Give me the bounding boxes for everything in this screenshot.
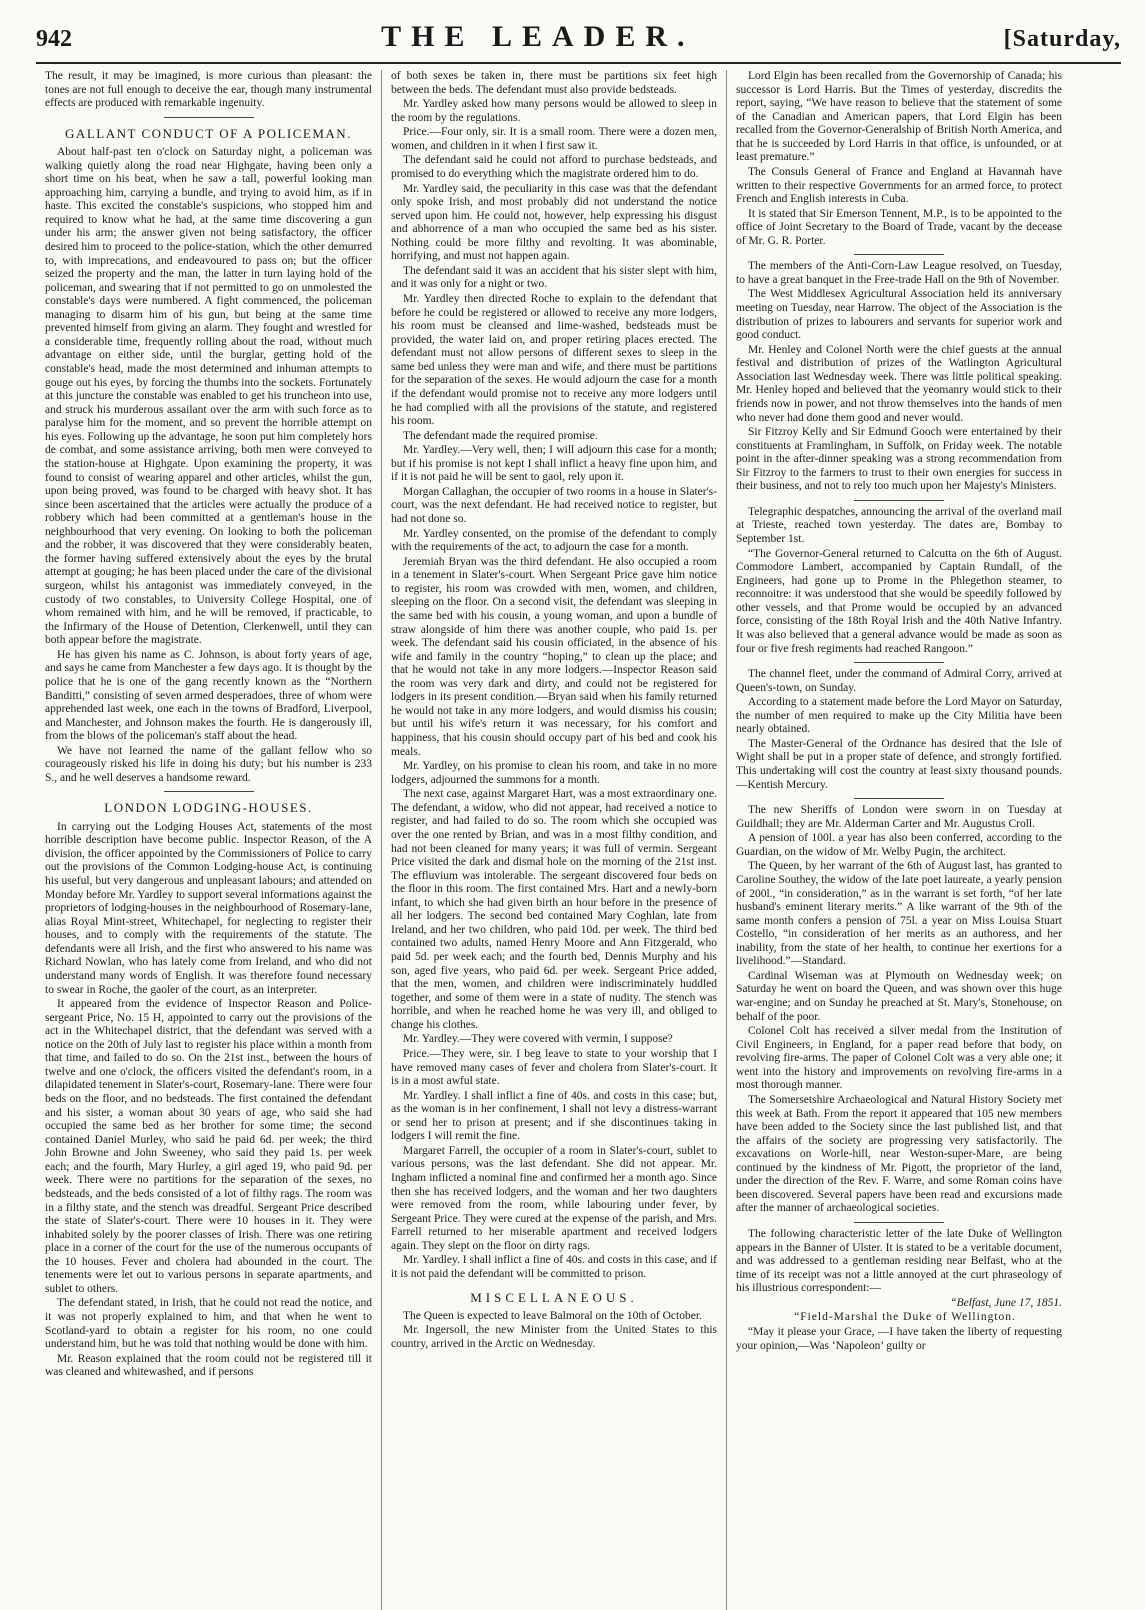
column-2 xyxy=(381,70,726,1610)
article-paragraph: Mr. Yardley.—They were covered with vermin, I suppose? xyxy=(403,1033,673,1046)
divider xyxy=(164,117,254,118)
article-paragraph: The defendant said he could not afford to purchase bedsteads, and promised to do everything which the magistrate ordered him to do. xyxy=(391,154,717,180)
article-paragraph: It appeared from the evidence of Inspector Reason and Police-sergeant Price, No. 15 H, appointed to carry out the provisions of the act in the Whitechapel district, that the defendant was served with a notice on the 20th of July last to register his place within a month from that time, and failed to do so. On the 21st inst., between the hours of twelve and one o'clock, the officers visited the defendant's room, in a dilapidated tenement in Slater's-court, Rosemary-lane. There were four beds on the floor, and no bedsteads. The first contained the defendant and his sister, a woman about 30 years of age, who said she had occupied the same bed as her brother for some time; the second contained Daniel Murley, who said he paid 6d. per week; the third John Browne and John Sweeney, who said they paid 1s. per week each; and the fourth, Mary Hurley, a girl aged 19, who paid 9d. per week. There were no partitions for the separation of the sexes, no bedsteads, and the beds consisted of a lot of filthy rags. The room was in a filthy state, and the stench was dreadful. Sergeant Price described the state of Slater's-court. There were 10 houses in it. They were inhabited solely by the poorer classes of Irish. There was one retiring place in a corner of the court for the use of the numerous occupants of the 10 houses. Fever and cholera had abounded in the court. The tenements were let out to various persons in separate apartments, and sublet to others. xyxy=(45,998,372,1295)
section-heading: MISCELLANEOUS. xyxy=(470,1289,638,1305)
article-paragraph: The new Sheriffs of London were sworn in on Tuesday at Guildhall; they are Mr. Alderman Carter and Mr. Augustus Croll. xyxy=(736,804,1062,830)
article-paragraph: According to a statement made before the Lord Mayor on Saturday, the number of men required to make up the City Militia have been nearly obtained. xyxy=(736,696,1062,736)
article-paragraph: The defendant made the required promise. xyxy=(403,429,598,442)
article-paragraph: The channel fleet, under the command of Admiral Corry, arrived at Queen's-town, on Sunday. xyxy=(736,668,1062,694)
article-paragraph: Mr. Yardley consented, on the promise of the defendant to comply with the requirements of the act, to adjourn the case for a month. xyxy=(391,527,717,554)
divider xyxy=(854,662,944,663)
section-heading: LONDON LODGING-HOUSES. xyxy=(104,800,313,816)
letter-dateline: “Belfast, June 17, 1851. xyxy=(950,1296,1062,1309)
article-paragraph: The Queen, by her warrant of the 6th of August last, has granted to Caroline Southey, the widow of the late poet laureate, a yearly pension of 200l., “in consideration,” as in the warrant is set forth, “of her late husband's eminent literary merits.” A like warrant of the 9th of the same month confers a pension of 75l. a year on Miss Louisa Stuart Costello, “in consideration of her merits as an authoress, and her inability, from the state of her health, to continue her exertions for a livelihood.”—Standard. xyxy=(736,860,1062,968)
article-paragraph: Margaret Farrell, the occupier of a room in Slater's-court, sublet to various persons, was the last defendant. She did not appear. Mr. Ingham inflicted a nominal fine and confirmed her a month ago. Since then she has received lodgers, and the woman and her two daughters were removed from the room, while labouring under fever, by Sergeant Price. They were cured at the expense of the parish, and Mrs. Farrell returned to her miserable apartment and received lodgers again. They slept on the floor on dirty rags. xyxy=(391,1144,717,1252)
newspaper-title: THE LEADER. xyxy=(381,20,695,53)
article-paragraph: The Somersetshire Archaeological and Natural History Society met this week at Bath. From the report it appeared that 105 new members have been added to the Society since the last published list, and that the affairs of the society are progressing very satisfactorily. The excavations on Worle-hill, near Weston-super-Mare, are being continued by the kindness of Mr. Pigott, the proprietor of the land, under the direction of the Rev. F. Warre, and some Roman coins have been discovered. Several papers have been read and excursions made after the manner of archaeological societies. xyxy=(736,1093,1062,1215)
article-paragraph: Mr. Reason explained that the room could not be registered till it was cleaned and whitewashed, and if persons xyxy=(45,1352,372,1379)
article-paragraph: Lord Elgin has been recalled from the Governorship of Canada; his successor is Lord Harris. But the Times of yesterday, discredits the report, saying, “We have reason to believe that the statement of some of the Canadian and American papers, that Lord Elgin has been recalled from the Governor-Generalship of British North America, and that he is succeeded by Lord Harris in that office, is unfounded, or at least premature.” xyxy=(736,70,1062,164)
article-paragraph: The defendant said it was an accident that his sister slept with him, and it was only for a night or two. xyxy=(391,264,717,291)
divider xyxy=(854,500,944,501)
divider xyxy=(854,254,944,255)
article-paragraph: The Queen is expected to leave Balmoral on the 10th of October. xyxy=(403,1309,702,1322)
article-paragraph: Telegraphic despatches, announcing the arrival of the overland mail at Trieste, reached town yesterday. The dates are, Bombay to September 1st. xyxy=(736,505,1062,545)
article-paragraph: The Consuls General of France and England at Havannah have written to their respective Governments for an armed force, to protect French and English interests in Cuba. xyxy=(736,165,1062,206)
article-paragraph: “The Governor-General returned to Calcutta on the 6th of August. Commodore Lambert, accompanied by Captain Rundall, of the Engineers, had gone up to Prome in the Phlegethon steamer, to reconnoitre: it was understood that she would be speedily followed by other vessels, and that Prome would be occupied by an advanced force, consisting of the 18th Royal Irish and the 40th Native Infantry. It was also believed that a general advance would be made as soon as four or five fresh regiments had reached Rangoon.” xyxy=(736,547,1062,655)
section-heading: GALLANT CONDUCT OF A POLICEMAN. xyxy=(65,125,352,141)
article-paragraph: Sir Fitzroy Kelly and Sir Edmund Gooch were entertained by their constituents at Framlingham, in Suffolk, on Friday week. The notable point in the after-dinner speaking was a strong recommendation from Sir Fitzroy to the farmers to trust to their own energies for success in their business, and not to rely too much upon her Majesty's Ministers. xyxy=(736,426,1062,493)
article-paragraph: of both sexes be taken in, there must be partitions six feet high between the beds. The defendant must also provide bedsteads. xyxy=(391,70,717,96)
article-paragraph: Mr. Yardley said, the peculiarity in this case was that the defendant only spoke Irish, and most probably did not understand the notice served upon him. He could not, however, help expressing his disgust and abhorrence of a man who occupied the same bed as his sister. Nothing could be more filthy and revolting. It was abominable, horrifying, and must not happen again. xyxy=(391,182,717,263)
letter-body: “May it please your Grace, —I have taken the liberty of requesting your opinion,—Was ‘Napoleon’ guilty or xyxy=(736,1325,1062,1352)
divider xyxy=(854,798,944,799)
article-paragraph: We have not learned the name of the gallant fellow who so courageously risked his life in doing his duty; but his number is 233 S., and he well deserves a handsome reward. xyxy=(45,744,372,784)
article-paragraph: Price.—They were, sir. I beg leave to state to your worship that I have removed many cases of fever and cholera from Slater's-court. It is in a most awful state. xyxy=(391,1047,717,1088)
article-paragraph: Mr. Yardley, on his promise to clean his room, and take in no more lodgers, adjourned the summons for a month. xyxy=(391,760,717,786)
article-paragraph: Mr. Yardley asked how many persons would be allowed to sleep in the room by the regulations. xyxy=(391,98,717,124)
article-paragraph: He has given his name as C. Johnson, is about forty years of age, and says he came from Manchester a few days ago. It is thought by the police that he is one of the gang recently known as the “Northern Banditti,” consisting of seven armed desperadoes, three of whom were apprehended last week, one each in the towns of Bradford, Liverpool, and Manchester, and Johnson makes the fourth. He is dangerously ill, from the blows of the policeman's staff about the head. xyxy=(45,648,372,743)
article-paragraph: The following characteristic letter of the late Duke of Wellington appears in the Banner of Ulster. It is stated to be a veritable document, and was addressed to a gentleman residing near Belfast, who at the time of its receipt was not a little annoyed at the curt phraseology of his illustrious correspondent:— xyxy=(736,1228,1062,1295)
divider xyxy=(854,1222,944,1223)
article-paragraph: Mr. Ingersoll, the new Minister from the United States to this country, arrived in the Arctic on Wednesday. xyxy=(391,1324,717,1350)
letter-salutation: “Field-Marshal the Duke of Wellington. xyxy=(794,1311,1016,1324)
article-paragraph: A pension of 100l. a year has also been conferred, according to the Guardian, on the widow of Mr. Welby Pugin, the architect. xyxy=(736,832,1062,858)
divider xyxy=(164,791,254,792)
article-paragraph: Mr. Yardley.—Very well, then; I will adjourn this case for a month; but if his promise is not kept I shall inflict a heavy fine upon him, and if it is not paid he will be sent to gaol, rely upon it. xyxy=(391,444,717,484)
article-paragraph: Mr. Yardley. I shall inflict a fine of 40s. and costs in this case; but, as the woman is in her confinement, I shall not levy a distress-warrant or send her to prison at present; and if she discontinues taking in lodgers I will remit the fine. xyxy=(391,1089,717,1143)
columns xyxy=(36,70,1121,1610)
article-paragraph: Mr. Henley and Colonel North were the chief guests at the annual festival and distribution of prizes of the Watlington Agricultural Association last Wednesday week. There was little political speaking. Mr. Henley hoped and believed that the yeomanry would stick to their friends now in power, and not throw themselves into the hands of men who never had done them good and never would. xyxy=(736,343,1062,424)
article-paragraph: The defendant stated, in Irish, that he could not read the notice, and it was not properly explained to him, and that when he went to Scotland-yard to obtain a register for his room, no one could understand him, but he was told that nothing would be done with him. xyxy=(45,1297,372,1351)
article-paragraph: Morgan Callaghan, the occupier of two rooms in a house in Slater's-court, was the next defendant. He had received notice to register, but had not done so. xyxy=(391,485,717,525)
article-paragraph: The next case, against Margaret Hart, was a most extraordinary one. The defendant, a widow, who did not appear, had received a notice to register, and had failed to do so. The room which she occupied was over the one rented by Brian, and was in a most filthy condition, and had not been cleaned for many years; it was full of vermin. Sergeant Price visited the dark and dismal hole on the morning of the 21st inst. The effluvium was intolerable. The sergeant discovered four beds on the floor in this room. The first contained Mrs. Hart and a newly-born infant, to which she had given birth an hour before in the presence of all her lodgers. The second bed contained Mary Coghlan, late from Ireland, and her two children, who paid 10d. per week. The third bed contained two adults, named Henry Moore and Ann Fitzgerald, who paid 5d. per week each; and the fourth bed, Dennis Murphy and his son, aged five years, who paid 6d. per week. Sergeant Price added, that the men, women, and children were indiscriminately huddled together, and some of them were in a state of nudity. The stench was horrible, and when he reached home he was very ill, and obliged to change his clothes. xyxy=(391,788,717,1031)
article-paragraph: The members of the Anti-Corn-Law League resolved, on Tuesday, to have a great banquet in the Free-trade Hall on the 9th of November. xyxy=(736,260,1062,286)
article-paragraph: The result, it may be imagined, is more curious than pleasant: the tones are not full enough to deceive the ear, though many instrumental effects are produced with remarkable ingenuity. xyxy=(45,70,372,110)
article-paragraph: In carrying out the Lodging Houses Act, statements of the most horrible description have become public. Inspector Reason, of the A division, the officer appointed by the Commissioners of Police to carry out the provisions of the Common Lodging-house Act, is continuing his useful, but very dangerous and unpleasant labours; and attended on Monday before Mr. Yardley to support several informations against the proprietors of lodging-houses in the neighbourhood of Rosemary-lane, alias Royal Mint-street, Whitechapel, for neglecting to register their houses, and to comply with the requirements of the statute. The defendants were all Irish, and the first who answered to his name was Richard Nowlan, who has lately come from Ireland, and who did not understand many words of English. It was therefore found necessary to swear in Roche, the gaoler of the court, as an interpreter. xyxy=(45,820,372,996)
article-paragraph: The Master-General of the Ordnance has desired that the Isle of Wight shall be put in a proper state of defence, and strongly fortified. This undertaking will cost the country at least sixty thousand pounds.—Kentish Mercury. xyxy=(736,737,1062,791)
column-3 xyxy=(726,70,1071,1610)
issue-date: [Saturday, xyxy=(1003,26,1121,52)
page-number: 942 xyxy=(36,26,72,52)
article-paragraph: Mr. Yardley. I shall inflict a fine of 40s. and costs in this case, and if it is not paid the defendant will be committed to prison. xyxy=(391,1254,717,1280)
article-paragraph: The West Middlesex Agricultural Association held its anniversary meeting on Tuesday, near Harrow. The object of the Association is the distribution of prizes to labourers and servants for superior work and good conduct. xyxy=(736,288,1062,342)
article-paragraph: About half-past ten o'clock on Saturday night, a policeman was walking quietly along the road near Highgate, having been only a short time on his beat, when he saw a tall, powerful looking man approaching him, carrying a bundle, and trying to avoid him, as if in haste. This excited the constable's suspicions, who stopped him and required to know what he had, at the same time discovering a gun under his arm; the answer given not being satisfactory, the officer desired him to proceed to the police-station, which the other demurred to, with imprecations, and endeavoured to pass on; but the officer seized the property and the man, the latter in turn laying hold of the policeman, and swearing that if not permitted to go on unmolested the constable's days were numbered. A fight commenced, the policeman managing to disarm him of his gun, but being at the same time prevented himself from giving an alarm. They fought and wrestled for a considerable time, frequently rolling about the road, without much advantage on either side, until the burglar, getting hold of the constable's head, made the most determined and inhuman attempts to gouge out his eyes, by forcing the thumbs into the sockets. Fortunately at this juncture the constable was enabled to get his truncheon into use, and struck his murderous assailant over the arm with such force as to paralyse him for the moment, and so prevent the horrible attempt on his eyes. Following up the advantage, he soon put him completely hors de combat, and some assistance arriving, both men were conveyed to the station-house at Highgate. Upon examining the property, it was found to consist of wearing apparel and other articles, whilst the gun, upon being proved, was found to be charged with heavy shot. It has since been ascertained that the articles were actually the produce of a robbery which had been committed at a gentleman's house in the neighbourhood that very evening. On looking to both the policeman and the robber, it was discovered that they were considerably beaten, the former having suffered extensively about the eyes by the brutal attempt at gouging; he has been placed under the care of the divisional surgeon, whilst his antagonist was immediately conveyed, in the custody of two constables, to University College Hospital, one of whom remained with him, and he will be removed, if practicable, to the Infirmary of the House of Detention, Clerkenwell, until they can both appear before the magistrate. xyxy=(45,146,372,647)
article-paragraph: Jeremiah Bryan was the third defendant. He also occupied a room in a tenement in Slater's-court. When Sergeant Price gave him notice to register, his room was crowded with men, women, and children, sleeping on the floor. On a second visit, the defendant was sleeping in the same bed with his cousin, a young woman, and upon a bundle of straw alongside of him there was another couple, who paid 1s. per week. The defendant said his cousin officiated, in the absence of his wife and family in the country “hoping,” to clean up the place; and that he would not take in any more lodgers.—Inspector Reason said the room was very dark and dirty, and could not be registered for lodgers in its present condition.—Bryan said when his family returned he would not take in any more lodgers, and would dismiss his cousin; but until his wife's return it was necessary, for his comfort and happiness, that his cousin should occupy part of his bed and cook his meals. xyxy=(391,555,717,758)
article-paragraph: Cardinal Wiseman was at Plymouth on Wednesday week; on Saturday he went on board the Queen, and was shown over this huge war-engine; and on Sunday he preached at St. Mary's, Stonehouse, on behalf of the poor. xyxy=(736,969,1062,1023)
article-paragraph: Colonel Colt has received a silver medal from the Institution of Civil Engineers, in England, for a paper read before that body, on revolving fire-arms. The paper of Colonel Colt was a very able one; it went into the history and improvements on revolving fire-arms in a most thorough manner. xyxy=(736,1025,1062,1092)
column-1 xyxy=(36,70,381,1610)
article-paragraph: Mr. Yardley then directed Roche to explain to the defendant that before he could be registered or allowed to receive any more lodgers, his room must be cleansed and lime-washed, bedsteads must be provided, the water laid on, and proper retiring places erected. The defendant must not allow persons of different sexes to sleep in the same bed unless they were man and wife, and there must be partitions for the separation of the sexes. He would adjourn the case for a month if the defendant would promise not to receive any more lodgers until he had complied with all the provisions of the statute, and registered his room. xyxy=(391,293,717,428)
article-paragraph: It is stated that Sir Emerson Tennent, M.P., is to be appointed to the office of Joint Secretary to the Board of Trade, vacant by the decease of Mr. G. R. Porter. xyxy=(736,207,1062,247)
masthead xyxy=(36,20,1121,64)
article-paragraph: Price.—Four only, sir. It is a small room. There were a dozen men, women, and children in it when I first saw it. xyxy=(391,126,717,152)
